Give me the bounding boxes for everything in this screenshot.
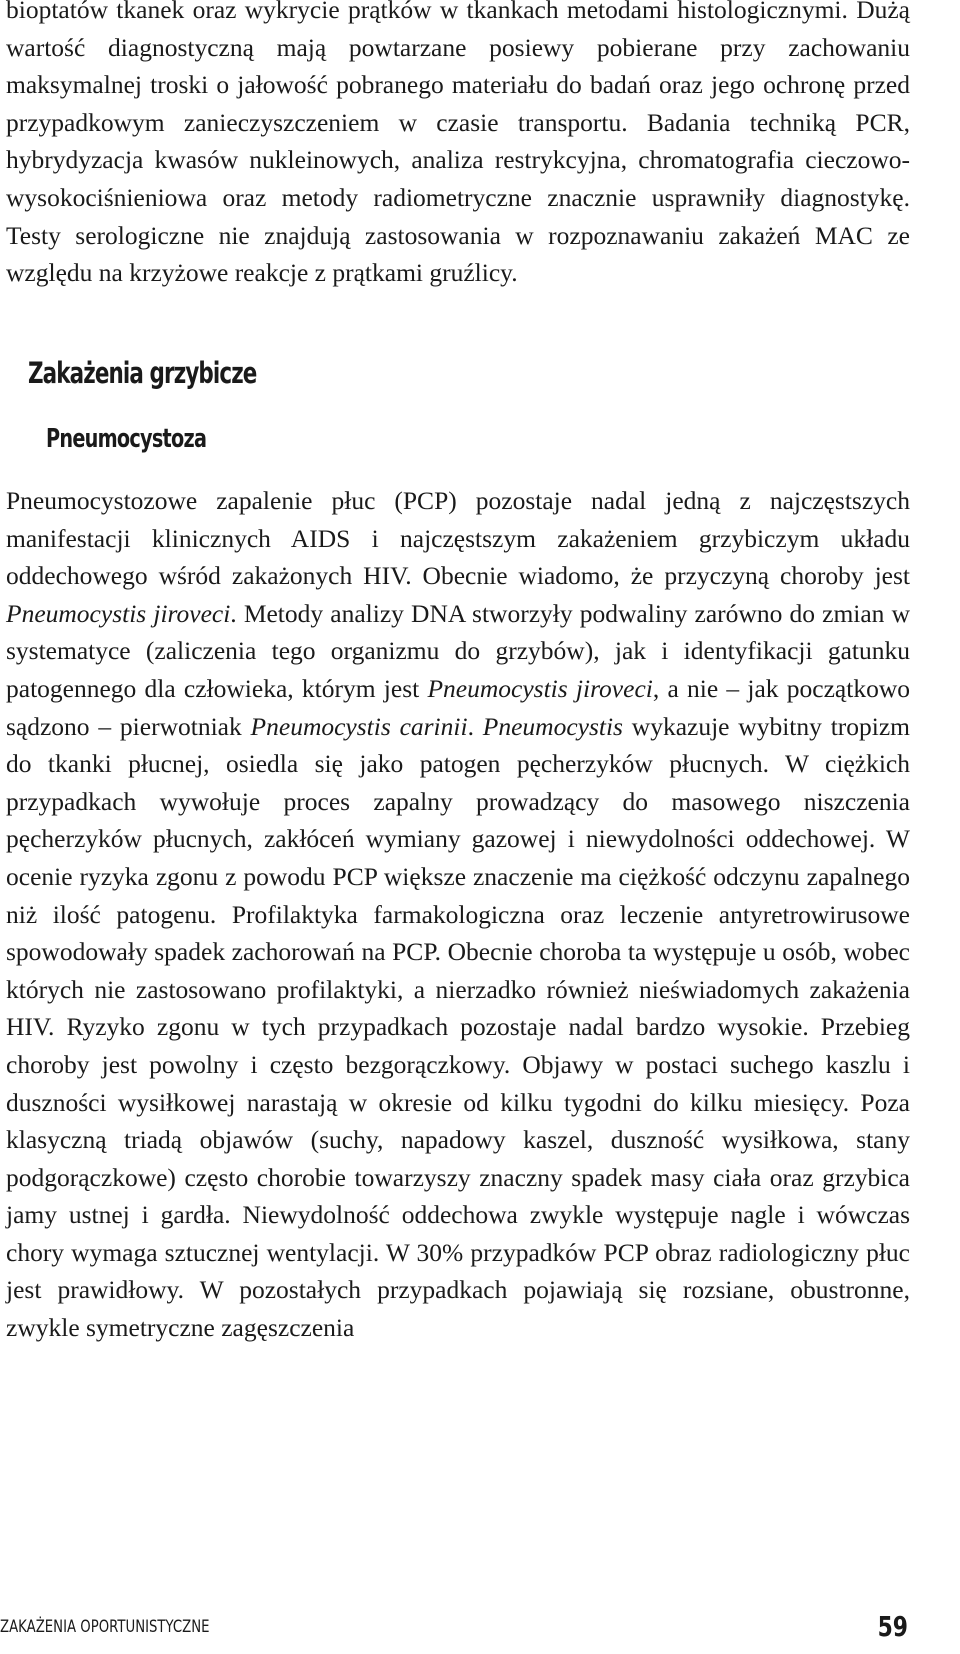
text-run: , a nie – jak początkowo sądzono – pierwotniak xyxy=(6,673,910,741)
section-heading: Zakażenia grzybicze xyxy=(28,356,257,390)
italic-species-name: Pneumocystis jiroveci xyxy=(6,598,231,628)
text-run: Pneumocystozowe zapalenie płuc (PCP) pozostaje nadal jedną z najczęstszych manifestacji klinicznych AIDS i najczęstszym zakażeniem grzybiczym układu oddechowego wśród zakażonych HIV. Obecnie wiadomo, że przyczyną choroby jest xyxy=(6,486,910,591)
running-footer-title: ZAKAŻENIA OPORTUNISTYCZNE xyxy=(0,1617,210,1637)
body-paragraph-pneumocystoza xyxy=(6,482,910,1347)
italic-species-name: Pneumocystis jiroveci xyxy=(427,673,653,703)
text-run: wykazuje wybitny tropizm do tkanki płucnej, osiedla się jako patogen pęcherzyków płucnych. W ciężkich przypadkach wywołuje proces zapalny prowadzący do masowego niszczenia pęcherzyków płucnych, zakłóceń wymiany gazowej i niewydolności oddechowej. W ocenie ryzyka zgonu z powodu PCP większe znaczenie ma ciężkość odczynu zapalnego niż ilość patogenu. Profilaktyka farmakologiczna oraz leczenie antyretrowirusowe spowodowały spadek zachorowań na PCP. Obecnie choroba ta występuje u osób, wobec których nie zastosowano profilaktyki, a nierzadko również nieświadomych zakażenia HIV. Ryzyko zgonu w tych przypadkach pozostaje nadal bardzo wysokie. Przebieg choroby jest powolny i często bezgorączkowy. Objawy w postaci suchego kaszlu i duszności wysiłkowej narastają w okresie od kilku tygodni do kilku miesięcy. Poza klasyczną triadą objawów (suchy, napadowy kaszel, duszność wysiłkowa, stany podgorączkowe) często chorobie towarzyszy znaczny spadek masy ciała oraz grzybica jamy ustnej i gardła. Niewydolność oddechowa zwykle występuje nagle i wówczas chory wymaga sztucznej wentylacji. W 30% przypadków PCP obraz radiologiczny płuc jest prawidłowy. W pozostałych przypadkach pojawiają się rozsiane, obustronne, zwykle symetryczne zagęszczenia xyxy=(6,711,911,1343)
body-paragraph: bioptatów tkanek oraz wykrycie prątków w tkankach metodami histologicznymi. Dużą wartość diagnostyczną mają powtarzane posiewy pobierane przy zachowaniu maksymalnej troski o jałowość pobranego materiału do badań oraz jego ochronę przed przypadkowym zanieczyszczeniem w czasie transportu. Badania techniką PCR, hybrydyzacja kwasów nukleinowych, analiza restrykcyjna, chromatografia cieczowo-wysokociśnieniowa oraz metody radiometryczne znacznie usprawniły diagnostykę. Testy serologiczne nie znajdują zastosowania w rozpoznawaniu zakażeń MAC ze względu na krzyżowe reakcje z prątkami gruźlicy. xyxy=(6,0,910,288)
italic-species-name: Pneumocystis xyxy=(482,711,623,741)
text-run: . Metody analizy DNA stworzyły podwaliny zarówno do zmian w systematyce (zaliczenia tego organizmu do grzybów), jak i identyfikacji gatunku patogennego dla człowieka, którym jest xyxy=(6,598,910,703)
subsection-heading: Pneumocystoza xyxy=(46,424,207,454)
italic-species-name: Pneumocystis carinii xyxy=(250,711,468,741)
text-run: . xyxy=(467,711,483,741)
page-number: 59 xyxy=(877,1610,908,1643)
